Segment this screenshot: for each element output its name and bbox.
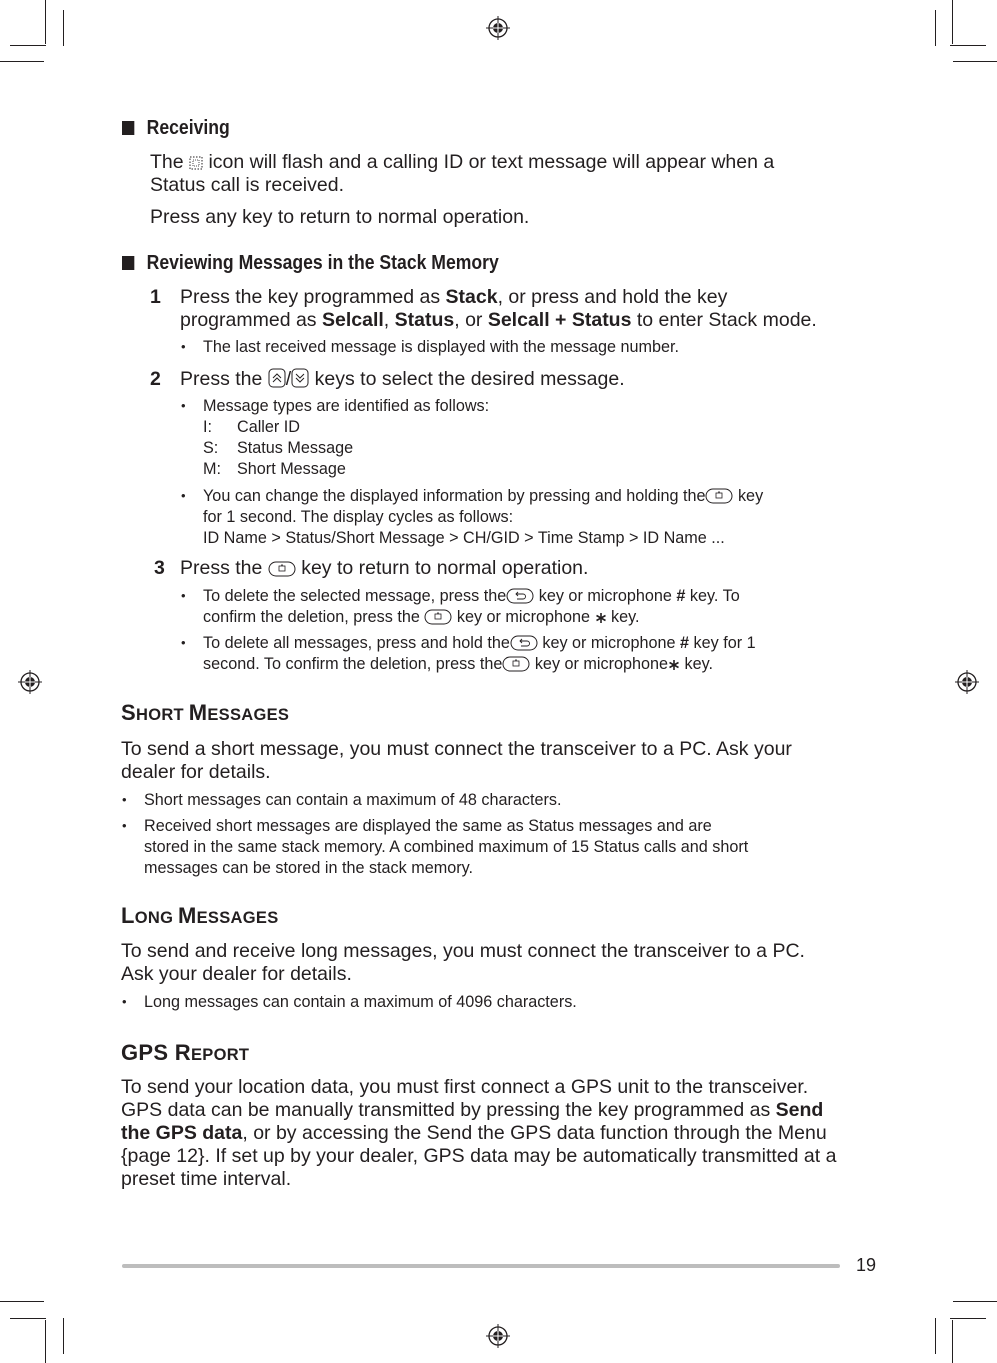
crop-mark — [0, 1301, 44, 1302]
bullet: • — [181, 588, 186, 603]
monitor-key-icon — [705, 488, 733, 504]
monitor-key-icon — [268, 561, 296, 577]
crop-mark — [952, 0, 953, 44]
crop-mark — [935, 1318, 936, 1354]
asterisk-key-icon — [595, 611, 607, 625]
crop-mark — [0, 61, 44, 62]
message-type-code: I: — [203, 418, 212, 436]
gps-report-paragraph: To send your location data, you must first connect a GPS unit to the transceiver. GPS data can be manually transmitted by pressing the key programmed as Send the GPS data, or by accessing the Send the GPS data function through the Menu {page 12}. If set up by your dealer, GPS data may be automatically transmitted at a preset time interval. — [121, 1076, 837, 1190]
bullet-text: To delete the selected message, press the key or microphone # key. To confirm the deletion, press the key or microphone key. — [203, 587, 740, 626]
reviewing-heading: Reviewing Messages in the Stack Memory — [122, 252, 499, 275]
crop-mark — [10, 1318, 46, 1319]
registration-mark-icon — [18, 670, 42, 694]
bullet-text: Message types are identified as follows: — [203, 397, 490, 415]
square-bullet-icon — [122, 121, 134, 135]
crop-mark — [63, 1318, 64, 1354]
crop-mark — [952, 1320, 953, 1363]
bullet: • — [181, 635, 186, 650]
gps-report-heading: GPS REPORT — [121, 1040, 250, 1065]
message-type-label: Caller ID — [237, 418, 300, 436]
long-messages-heading: LONG MESSAGES — [121, 903, 279, 928]
bullet: • — [181, 488, 186, 503]
bullet-text: Long messages can contain a maximum of 4096 characters. — [144, 993, 577, 1011]
footer-rule — [122, 1264, 840, 1268]
bullet-text: Short messages can contain a maximum of 48 characters. — [144, 791, 562, 809]
crop-mark — [45, 0, 46, 44]
bullet: • — [181, 339, 186, 354]
bullet-text: Received short messages are displayed the same as Status messages and are stored in the same stack memory. A combined maximum of 15 Status calls and short messages can be stored in the stack memory. — [144, 817, 749, 877]
asterisk-key-icon — [668, 658, 680, 672]
bullet-text: To delete all messages, press and hold the key or microphone # key for 1 second. To confirm the deletion, press the key or microphone key. — [203, 634, 756, 673]
short-messages-paragraph: To send a short message, you must connect the transceiver to a PC. Ask your dealer for details. — [121, 738, 792, 783]
crop-mark — [45, 1320, 46, 1363]
bullet: • — [122, 792, 127, 807]
status-call-icon — [189, 155, 203, 171]
back-key-icon — [510, 635, 538, 651]
bullet-text: The last received message is displayed with the message number. — [203, 338, 679, 356]
monitor-key-icon — [424, 609, 452, 625]
receiving-paragraph: The icon will flash and a calling ID or text message will appear when a Status call is received. — [150, 151, 775, 196]
step-number: 1 — [150, 286, 161, 308]
short-messages-heading: SHORT MESSAGES — [121, 700, 290, 725]
crop-mark — [950, 45, 986, 46]
receiving-paragraph-2: Press any key to return to normal operation. — [150, 206, 530, 228]
bullet: • — [122, 994, 127, 1009]
registration-mark-icon — [486, 16, 510, 40]
registration-mark-icon — [486, 1324, 510, 1348]
message-type-label: Status Message — [237, 439, 354, 457]
step-text: Press the key to return to normal operation. — [180, 557, 589, 579]
message-type-code: M: — [203, 460, 221, 478]
back-key-icon — [506, 588, 534, 604]
square-bullet-icon — [122, 256, 134, 270]
monitor-key-icon — [502, 656, 530, 672]
long-messages-paragraph: To send and receive long messages, you must connect the transceiver to a PC. Ask your dealer for details. — [121, 940, 805, 985]
up-key-icon — [268, 368, 286, 388]
receiving-heading: Receiving — [122, 117, 230, 140]
crop-mark — [950, 1318, 986, 1319]
bullet-text: You can change the displayed information by pressing and holding the key for 1 second. The display cycles as follows: ID Name > Status/Short Message > CH/GID > Time Stamp > ID Name ... — [203, 487, 764, 547]
crop-mark — [10, 45, 46, 46]
step-text: Press the key programmed as Stack, or press and hold the key programmed as Selcall, Status, or Selcall + Status to enter Stack mode. — [180, 286, 817, 331]
registration-mark-icon — [955, 670, 979, 694]
step-text: Press the / keys to select the desired message. — [180, 368, 625, 390]
step-number: 3 — [154, 557, 165, 579]
message-type-code: S: — [203, 439, 219, 457]
step-number: 2 — [150, 368, 161, 390]
crop-mark — [953, 61, 997, 62]
page-number: 19 — [856, 1255, 877, 1275]
message-type-label: Short Message — [237, 460, 346, 478]
down-key-icon — [291, 368, 309, 388]
bullet: • — [122, 818, 127, 833]
crop-mark — [953, 1301, 997, 1302]
crop-mark — [63, 10, 64, 46]
bullet: • — [181, 398, 186, 413]
crop-mark — [935, 10, 936, 46]
